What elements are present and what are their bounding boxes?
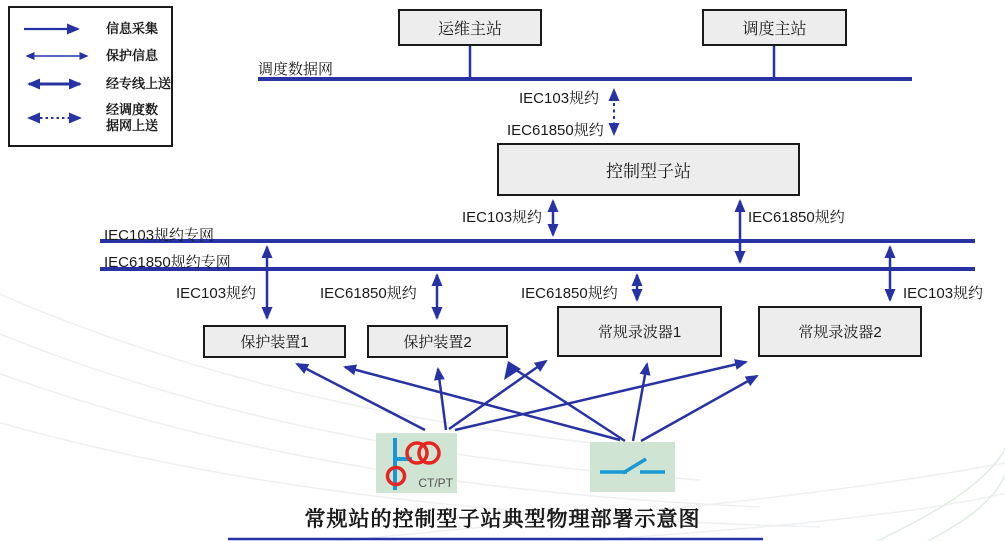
legend-label: 经调度数据网上送 <box>106 102 159 133</box>
legend-item-info-collection <box>20 20 171 38</box>
dotted-double-arrow-icon <box>20 109 98 127</box>
label-protocol-recorder1-iec61850: IEC61850规约 <box>521 285 618 302</box>
switch-symbol-icon <box>590 442 675 492</box>
primary-switch <box>590 442 675 492</box>
solid-single-arrow-icon <box>20 20 98 38</box>
node-protection-device-1: 保护装置1 <box>203 325 346 358</box>
primary-ct-pt <box>376 433 457 493</box>
label-protocol-dispatch-iec61850: IEC61850规约 <box>507 122 604 139</box>
label-protocol-substation-iec61850: IEC61850规约 <box>748 209 845 226</box>
label-protocol-protection1-iec103: IEC103规约 <box>176 285 257 302</box>
diagram-title: 常规站的控制型子站典型物理部署示意图 <box>304 508 701 531</box>
legend-label: 经专线上送 <box>105 75 171 91</box>
label-dispatch-data-network: 调度数据网 <box>258 61 334 78</box>
node-om-master-station: 运维主站 <box>398 9 542 46</box>
node-protection-device-2: 保护装置2 <box>367 325 508 358</box>
label-protocol-protection2-iec61850: IEC61850规约 <box>320 285 417 302</box>
arrow-switch-recorder2 <box>641 376 757 441</box>
legend-label: 信息采集 <box>106 20 159 36</box>
legend-item-dispatch-network <box>20 102 171 133</box>
legend-item-protection-info <box>20 47 171 65</box>
node-recorder-2: 常规录波器2 <box>758 306 922 357</box>
arrow-ctpt-recorder2 <box>455 362 746 430</box>
label-iec61850-private-network: IEC61850规约专网 <box>104 254 231 271</box>
thick-double-arrow-icon <box>20 75 98 93</box>
arrow-protection2-switch <box>504 361 625 441</box>
node-dispatch-master-station: 调度主站 <box>702 9 847 46</box>
label-protocol-recorder2-iec103: IEC103规约 <box>903 285 984 302</box>
arrow-switch-recorder1 <box>633 364 647 441</box>
legend-item-dedicated-line <box>20 75 171 93</box>
legend-label: 保护信息 <box>106 48 159 64</box>
label-iec103-private-network: IEC103规约专网 <box>104 227 215 244</box>
thin-double-arrow-icon <box>20 47 98 65</box>
label-protocol-dispatch-iec103: IEC103规约 <box>519 90 600 107</box>
node-recorder-1: 常规录波器1 <box>557 306 722 357</box>
legend <box>8 6 173 147</box>
node-control-substation: 控制型子站 <box>497 143 800 196</box>
ct-pt-label: CT/PT <box>418 476 453 490</box>
label-protocol-substation-iec103: IEC103规约 <box>462 209 543 226</box>
